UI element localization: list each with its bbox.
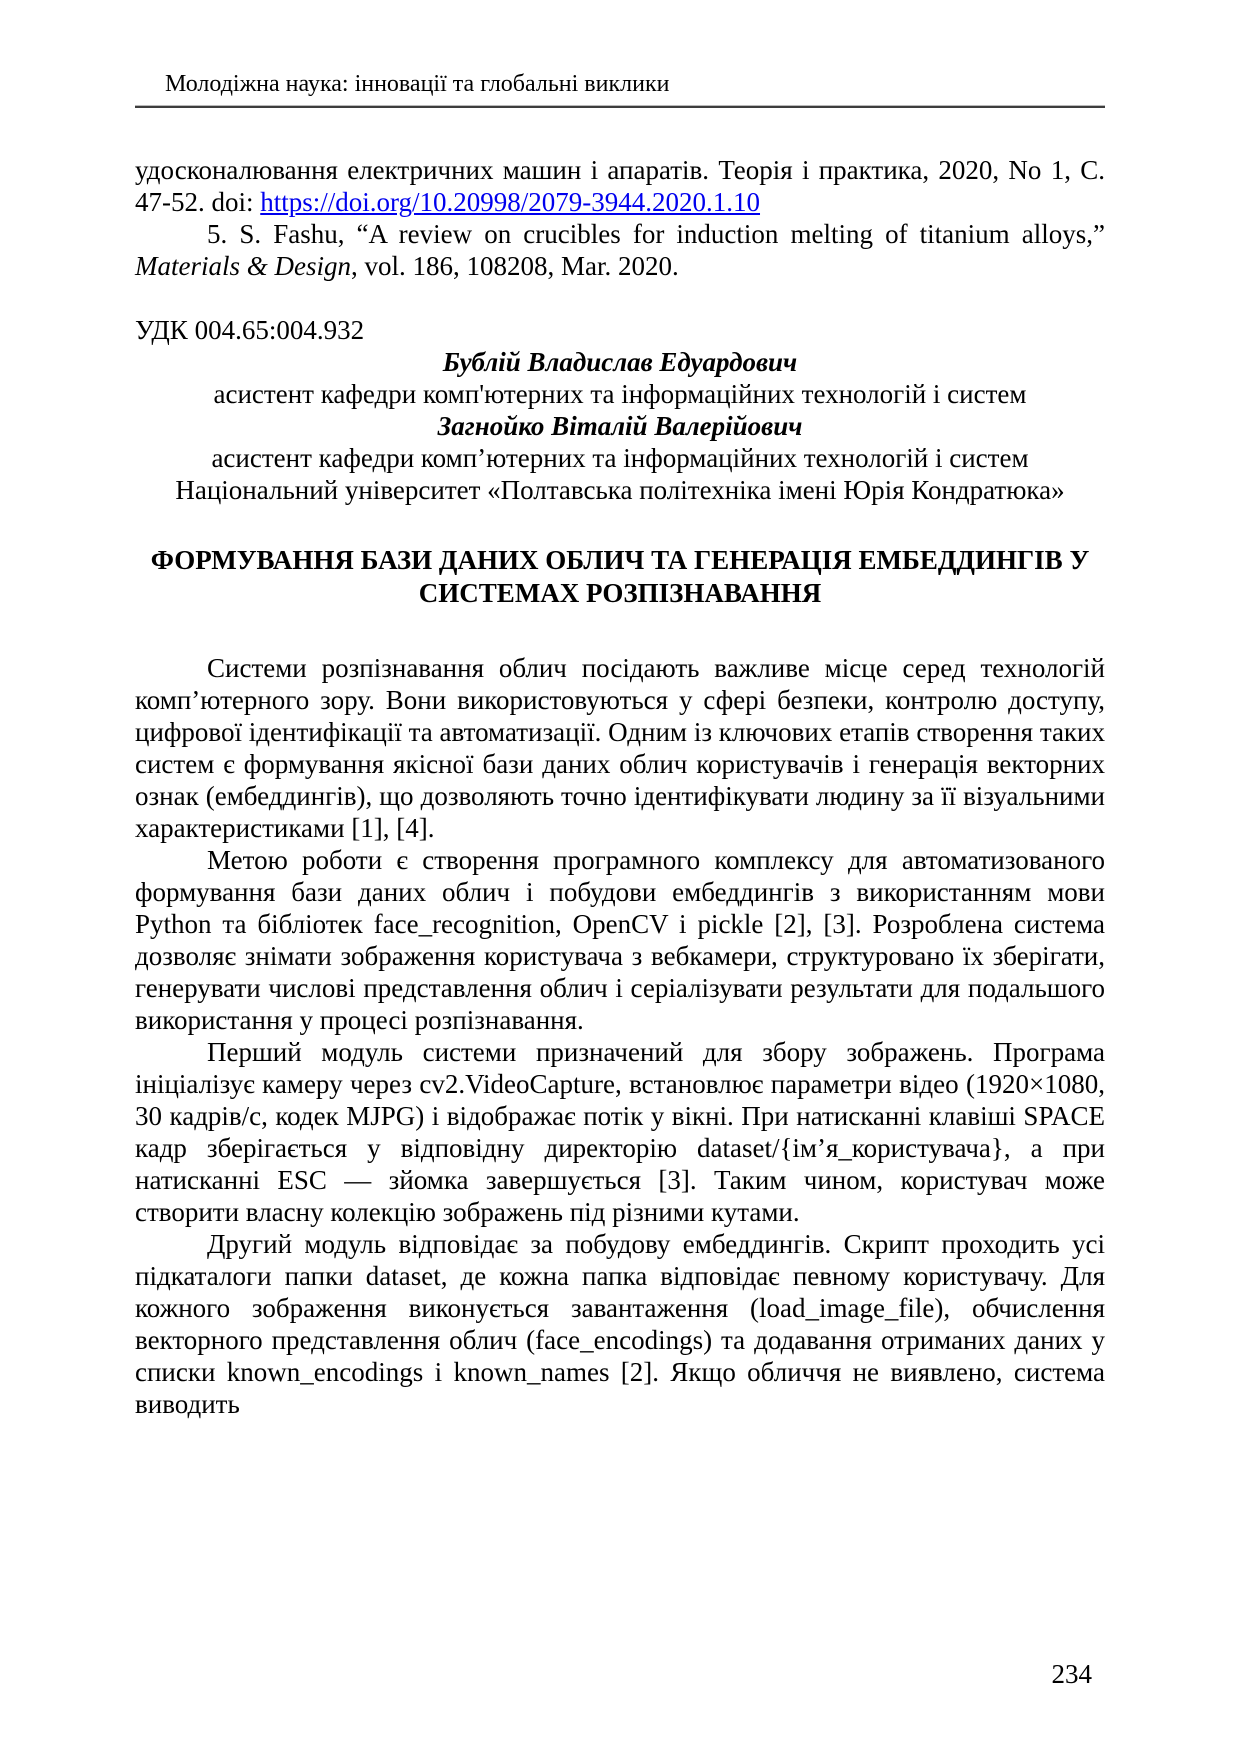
udc-code: УДК 004.65:004.932 [135,315,365,345]
blank-line [135,620,1105,652]
body-paragraph-module-2: Другий модуль відповідає за побудову ембеддингів. Скрипт проходить усі підкаталоги папки dataset, де кожна папка відповідає певному користувачу. Для кожного зображення виконується завантаження (load_image_file), обчислення векторного представлення облич (face_encodings) та додавання отриманих даних у списки known_encodings і known_names [2]. Якщо обличчя не виявлено, система виводить [135,1229,1105,1419]
body-paragraph-module-1: Перший модуль системи призначений для збору зображень. Програма ініціалізує камеру через cv2.VideoCapture, встановлює параметри відео (1920×1080, 30 кадрів/с, кодек MJPG) і відображає потік у вікні. При натисканні клавіші SPACE кадр зберігається у відповідну директорію dataset/{ім’я_користувача}, а при натисканні ESC — зйомка завершується [3]. Таким чином, користувач може створити власну колекцію зображень під різними кутами. [135,1037,1105,1227]
body-paragraph-intro: Системи розпізнавання облич посідають важливе місце серед технологій комп’ютерного зору. Вони використовуються у сфері безпеки, контролю доступу, цифрової ідентифікації та автоматизації. Одним із ключових етапів створення таких систем є формування якісної бази даних облич користувачів і генерація векторних ознак (ембеддингів), що дозволяють точно ідентифікувати людину за її візуальними характеристиками [1], [4]. [135,653,1105,843]
university-name: Національний університет «Полтавська політехніка імені Юрія Кондратюка» [175,475,1065,505]
author-name-2: Загнойко Віталій Валерійович [437,411,803,441]
blank-line [135,506,1105,538]
blank-line [135,282,1105,314]
reference-item-5 [135,218,1105,282]
reference-item-4-continuation [135,154,1105,218]
page-content [135,154,1105,1420]
journal-title: Молодіжна наука: інновації та глобальні виклики [165,71,670,97]
doi-link[interactable]: https://doi.org/10.20998/2079-3944.2020.1.10 [260,187,761,217]
reference-text: , vol. 186, 108208, Mar. 2020. [351,251,679,281]
reference-text: 5. S. Fashu, “A review on crucibles for induction melting of titanium alloys,” [207,219,1105,249]
page-number: 234 [1051,1659,1092,1689]
running-header [135,70,1105,108]
author-affiliation-2: асистент кафедри комп’ютерних та інформаційних технологій і систем [211,443,1029,473]
author-affiliation-1: асистент кафедри комп'ютерних та інформаційних технологій і систем [213,379,1027,409]
header-divider [135,106,1105,108]
reference-text: удосконалювання електричних машин і апаратів. Теорія і практика, 2020, No 1, С. 47-52. doi: [135,155,1105,217]
article-title: ФОРМУВАННЯ БАЗИ ДАНИХ ОБЛИЧ ТА ГЕНЕРАЦІЯ ЕМБЕДДИНГІВ У СИСТЕМАХ РОЗПІЗНАВАННЯ [150,545,1090,608]
author-name-1: Бублій Владислав Едуардович [442,347,798,377]
reference-journal-name: Materials & Design [135,251,351,281]
body-paragraph-goal: Метою роботи є створення програмного комплексу для автоматизованого формування бази даних облич і побудови ембеддингів з використанням мови Python та бібліотек face_recognition, OpenCV і pickle [2], [3]. Розроблена система дозволяє знімати зображення користувача з вебкамери, структуровано їх зберігати, генерувати числові представлення облич і серіалізувати результати для подальшого використання у процесі розпізнавання. [135,845,1105,1035]
